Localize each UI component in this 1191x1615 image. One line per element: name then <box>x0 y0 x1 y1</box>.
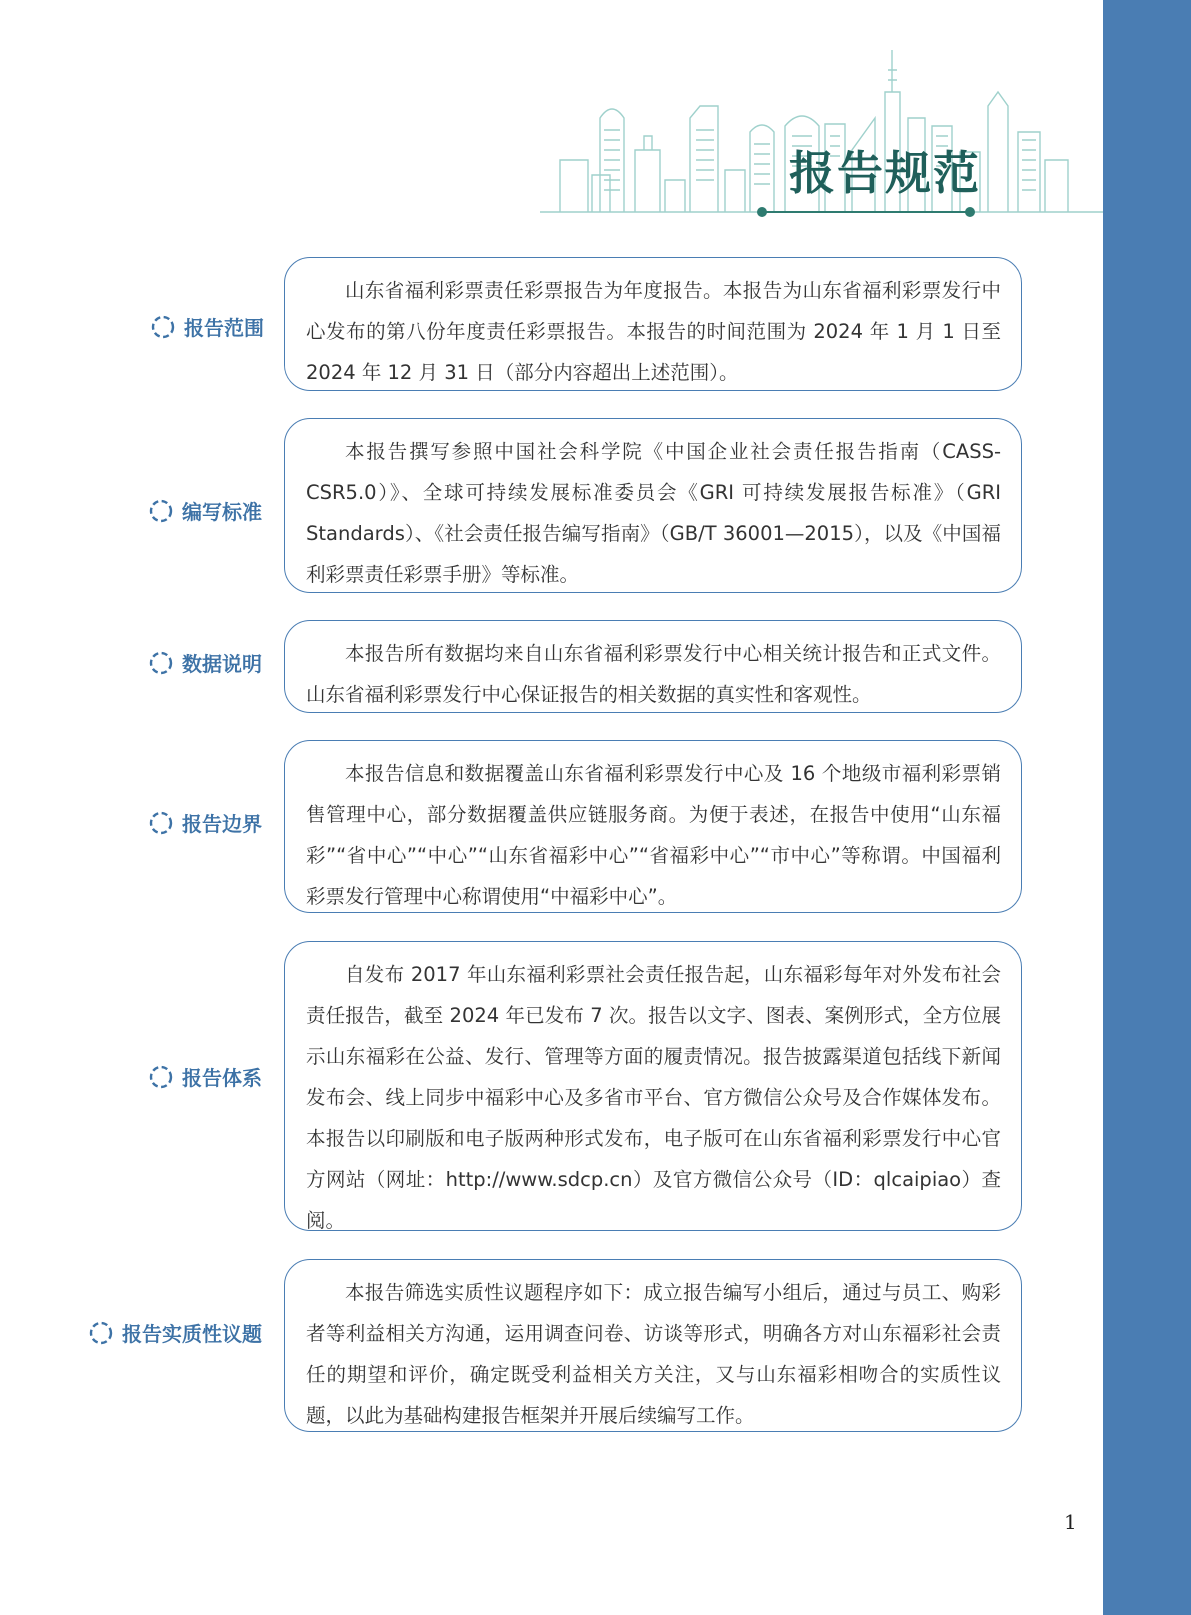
section-text-box: 自发布 2017 年山东福利彩票社会责任报告起，山东福彩每年对外发布社会责任报告，截至 2024 年已发布 7 次。报告以文字、图表、案例形式，全方位展示山东福彩在公益、发行、管理等方面的履责情况。报告披露渠道包括线下新闻发布会、线上同步中福彩中心及多省市平台、官方微信公众号及合作媒体发布。本报告以印刷版和电子版两种形式发布，电子版可在山东省福利彩票发行中心官方网站（网址：http://www.sdcp.cn）及官方微信公众号（ID：qlcaipiao）查阅。 <box>284 941 1022 1231</box>
dashed-circle-icon <box>88 1320 114 1346</box>
section-label-row <box>148 648 262 677</box>
page-title: 报告规范 <box>789 146 981 200</box>
section-label-row <box>150 312 264 341</box>
skyline-illustration <box>540 40 1103 230</box>
dashed-circle-icon <box>150 314 176 340</box>
dashed-circle-icon <box>148 1064 174 1090</box>
section-text-box: 山东省福利彩票责任彩票报告为年度报告。本报告为山东省福利彩票发行中心发布的第八份年度责任彩票报告。本报告的时间范围为 2024 年 1 月 1 日至 2024 年 12 月 31 日（部分内容超出上述范围）。 <box>284 257 1022 391</box>
section-label-row <box>148 496 262 525</box>
section-label: 编写标准 <box>182 500 262 524</box>
page-number: 1 <box>1064 1510 1077 1534</box>
section-label: 报告体系 <box>182 1066 262 1090</box>
section-label-row <box>148 1062 262 1091</box>
section-label: 数据说明 <box>182 652 262 676</box>
section-label-row <box>148 808 262 837</box>
section-text-box: 本报告所有数据均来自山东省福利彩票发行中心相关统计报告和正式文件。山东省福利彩票发行中心保证报告的相关数据的真实性和客观性。 <box>284 620 1022 713</box>
section-label: 报告范围 <box>184 316 264 340</box>
dashed-circle-icon <box>148 810 174 836</box>
dashed-circle-icon <box>148 498 174 524</box>
section-text-box: 本报告撰写参照中国社会科学院《中国企业社会责任报告指南（CASS-CSR5.0）》、全球可持续发展标准委员会《GRI 可持续发展报告标准》（GRI Standards）、《社会责任报告编写指南》（GB/T 36001—2015），以及《中国福利彩票责任彩票手册》等标准。 <box>284 418 1022 593</box>
section-label-row <box>88 1318 262 1347</box>
section-text-box: 本报告信息和数据覆盖山东省福利彩票发行中心及 16 个地级市福利彩票销售管理中心，部分数据覆盖供应链服务商。为便于表述，在报告中使用“山东福彩”“省中心”“中心”“山东省福彩中心”“省福彩中心”“市中心”等称谓。中国福利彩票发行管理中心称谓使用“中福彩中心”。 <box>284 740 1022 913</box>
section-text-box: 本报告筛选实质性议题程序如下：成立报告编写小组后，通过与员工、购彩者等利益相关方沟通，运用调查问卷、访谈等形式，明确各方对山东福彩社会责任的期望和评价，确定既受利益相关方关注，又与山东福彩相吻合的实质性议题，以此为基础构建报告框架并开展后续编写工作。 <box>284 1259 1022 1432</box>
section-label: 报告实质性议题 <box>122 1322 262 1346</box>
side-color-bar <box>1103 0 1191 1615</box>
dashed-circle-icon <box>148 650 174 676</box>
section-label: 报告边界 <box>182 812 262 836</box>
